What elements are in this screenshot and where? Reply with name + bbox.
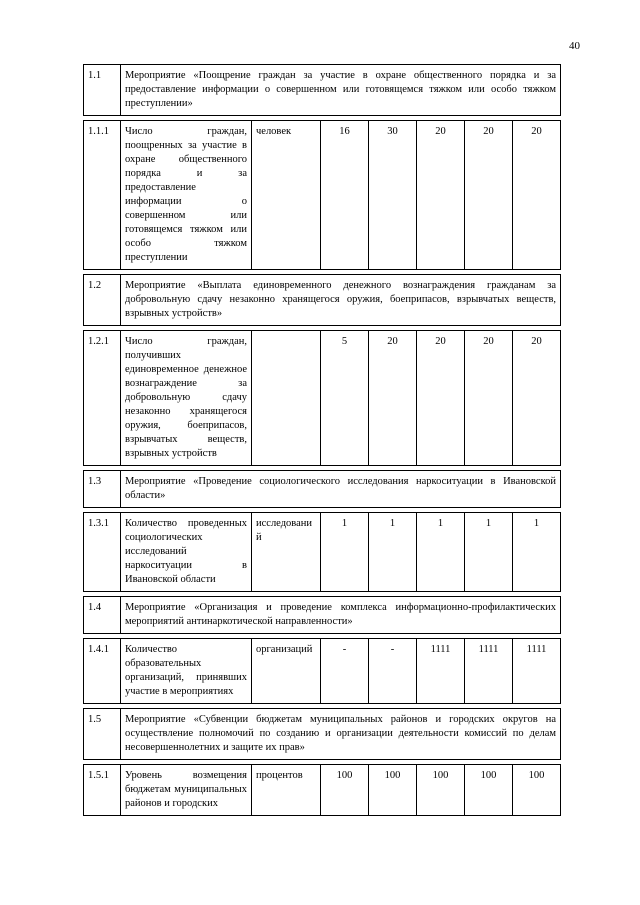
row-number: 1.5 [84,709,121,760]
indicator-value: 100 [513,765,561,816]
indicator-value: 1111 [417,639,465,704]
row-number: 1.2.1 [84,331,121,466]
table-row-event [84,471,561,508]
row-number: 1.5.1 [84,765,121,816]
indicator-unit: процентов [252,765,321,816]
row-number: 1.2 [84,275,121,326]
indicator-value: 20 [417,331,465,466]
indicator-unit: исследовани й [252,513,321,592]
table-row-indicator [84,331,561,466]
indicator-value: 20 [465,331,513,466]
table-row-indicator [84,121,561,270]
indicator-value: 20 [513,121,561,270]
event-title: Мероприятие «Организация и проведение комплекса информационно-профилактических мероприятий антинаркотической направленности» [121,597,561,634]
row-number: 1.1.1 [84,121,121,270]
row-number: 1.4 [84,597,121,634]
indicator-value: 1 [513,513,561,592]
indicator-value: 100 [369,765,417,816]
indicator-value: 1 [465,513,513,592]
table-row-event [84,597,561,634]
page-number: 40 [569,40,580,52]
row-number: 1.1 [84,65,121,116]
row-number: 1.3.1 [84,513,121,592]
indicator-name: Количество проведенных социологических исследований наркоситуации в Ивановской области [121,513,252,592]
event-title: Мероприятие «Выплата единовременного денежного вознаграждения гражданам за добровольную сдачу незаконно хранящегося оружия, боеприпасов, взрывчатых веществ, взрывных устройств» [121,275,561,326]
indicator-value: 100 [321,765,369,816]
event-title: Мероприятие «Субвенции бюджетам муниципальных районов и городских округов на осуществление полномочий по созданию и организации деятельности комиссий по делам несовершеннолетних и защите их прав» [121,709,561,760]
table-row-indicator [84,639,561,704]
row-number: 1.3 [84,471,121,508]
indicator-value: - [321,639,369,704]
indicator-unit: организаций [252,639,321,704]
indicator-name: Число граждан, получивших единовременное денежное вознаграждение за добровольную сдачу незаконно хранящегося оружия, боеприпасов, взрывчатых веществ, взрывных устройств [121,331,252,466]
table-row-indicator [84,513,561,592]
table-row-event [84,709,561,760]
indicator-value: 5 [321,331,369,466]
table-row-event [84,275,561,326]
indicator-value: 20 [369,331,417,466]
indicator-value: 20 [465,121,513,270]
indicator-name: Уровень возмещения бюджетам муниципальных районов и городских [121,765,252,816]
indicator-value: 1111 [465,639,513,704]
event-title: Мероприятие «Поощрение граждан за участие в охране общественного порядка и за предоставление информации о совершенном или готовящемся тяжком или особо тяжком преступлении» [121,65,561,116]
indicator-value: 20 [417,121,465,270]
indicator-value: 30 [369,121,417,270]
indicators-table [83,64,561,816]
indicator-value: 1 [369,513,417,592]
table-row-event [84,65,561,116]
indicator-value: 16 [321,121,369,270]
indicator-name: Число граждан, поощренных за участие в охране общественного порядка и за предоставление информации о совершенном или готовящемся тяжком или особо тяжком преступлении [121,121,252,270]
indicator-name: Количество образовательных организаций, принявших участие в мероприятиях [121,639,252,704]
indicator-unit [252,331,321,466]
indicator-value: 1 [321,513,369,592]
indicator-value: 100 [417,765,465,816]
indicator-unit: человек [252,121,321,270]
indicator-value: 20 [513,331,561,466]
indicator-value: 1111 [513,639,561,704]
indicator-value: - [369,639,417,704]
table-row-indicator [84,765,561,816]
row-number: 1.4.1 [84,639,121,704]
indicator-value: 1 [417,513,465,592]
indicator-value: 100 [465,765,513,816]
event-title: Мероприятие «Проведение социологического исследования наркоситуации в Ивановской области» [121,471,561,508]
